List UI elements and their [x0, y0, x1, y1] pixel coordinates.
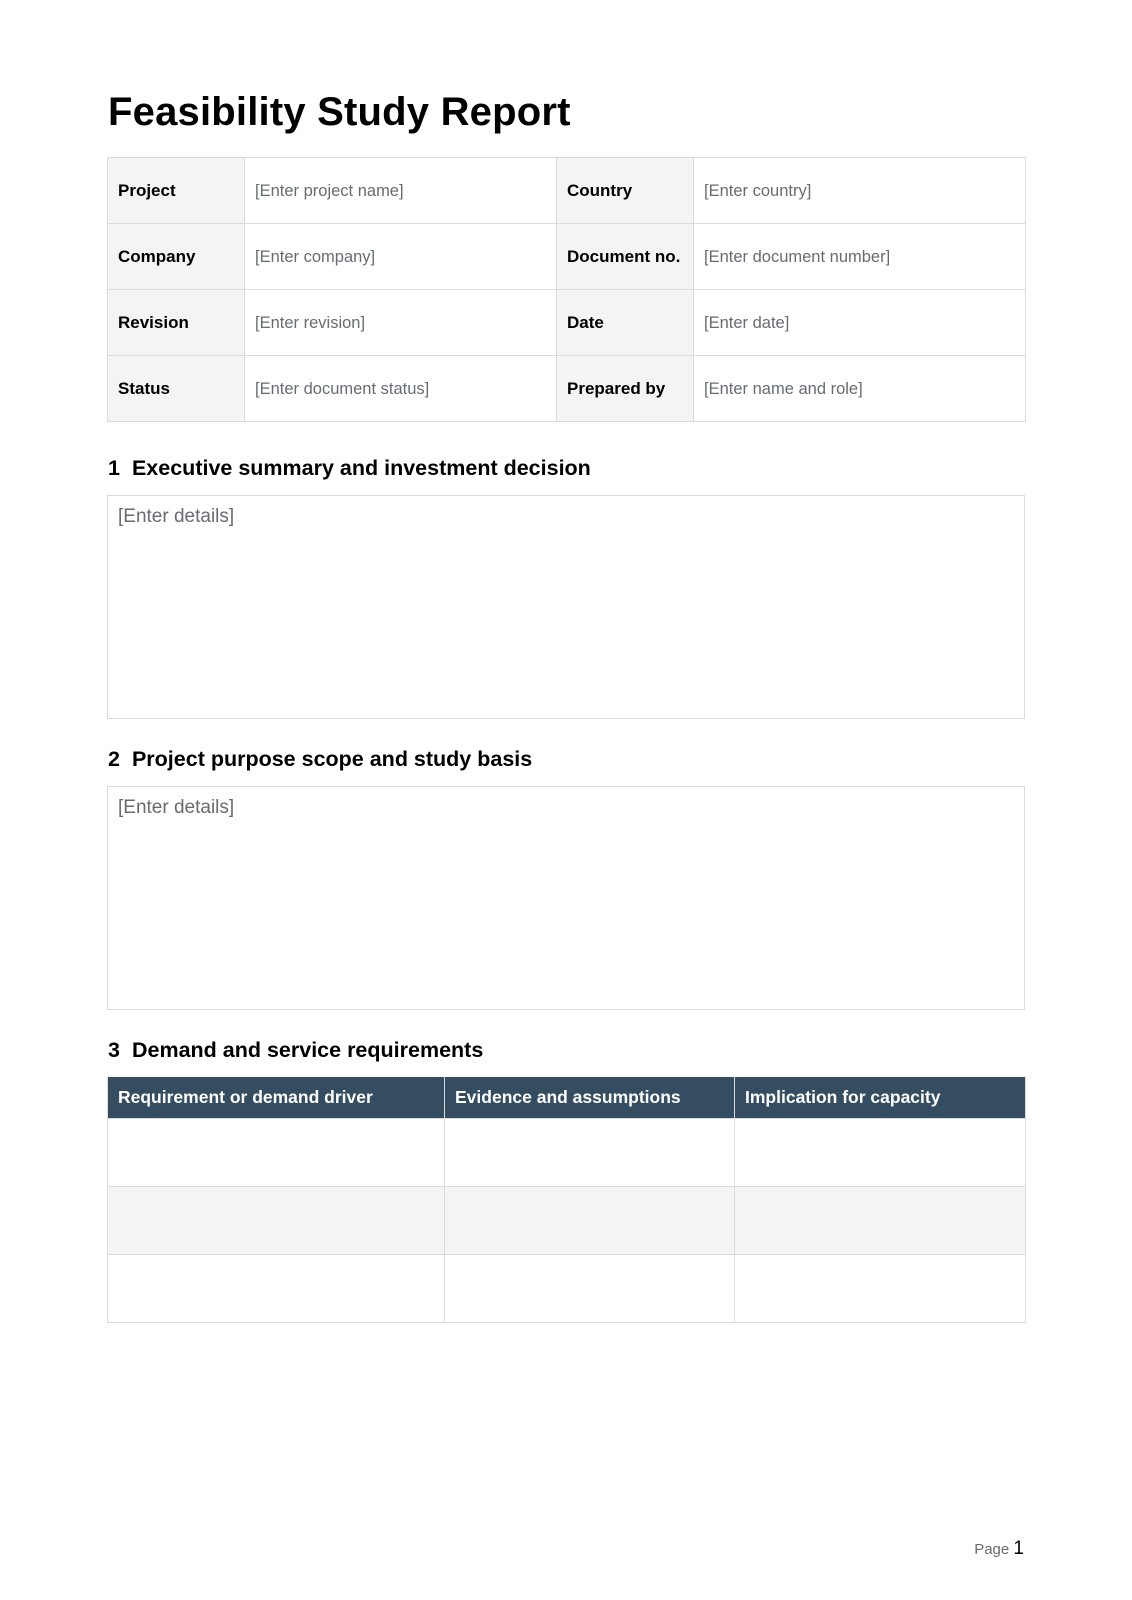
section-1-heading	[108, 454, 591, 482]
date-field[interactable]: [Enter date]	[694, 290, 1026, 356]
info-row-status	[108, 356, 1026, 422]
implication-cell[interactable]	[735, 1186, 1026, 1254]
requirements-header-row	[108, 1077, 1026, 1118]
page-label: Page	[974, 1541, 1010, 1558]
prepared-by-label: Prepared by	[557, 356, 694, 422]
project-name-field[interactable]: [Enter project name]	[245, 158, 557, 224]
section-3-heading	[108, 1036, 483, 1064]
implication-cell[interactable]	[735, 1254, 1026, 1322]
info-row-revision	[108, 290, 1026, 356]
info-row-project	[108, 158, 1026, 224]
page-title: Feasibility Study Report	[108, 90, 571, 134]
status-label: Status	[108, 356, 245, 422]
table-row	[108, 1186, 1026, 1254]
section-3-title: Demand and service requirements	[131, 1038, 484, 1062]
implication-cell[interactable]	[735, 1118, 1026, 1186]
page-footer	[974, 1537, 1024, 1562]
column-header-implication: Implication for capacity	[735, 1077, 1026, 1118]
table-row	[108, 1254, 1026, 1322]
document-info-table	[107, 157, 1026, 422]
section-2-title: Project purpose scope and study basis	[131, 747, 533, 771]
prepared-by-field[interactable]: [Enter name and role]	[694, 356, 1026, 422]
revision-label: Revision	[108, 290, 245, 356]
column-header-evidence: Evidence and assumptions	[445, 1077, 735, 1118]
requirement-cell[interactable]	[108, 1186, 445, 1254]
section-2-details-field[interactable]: [Enter details]	[107, 786, 1025, 1010]
table-row	[108, 1118, 1026, 1186]
section-1-details-field[interactable]: [Enter details]	[107, 495, 1025, 719]
project-label: Project	[108, 158, 245, 224]
evidence-cell[interactable]	[445, 1118, 735, 1186]
page-number: 1	[1013, 1538, 1024, 1559]
column-header-requirement: Requirement or demand driver	[108, 1077, 445, 1118]
revision-field[interactable]: [Enter revision]	[245, 290, 557, 356]
evidence-cell[interactable]	[445, 1254, 735, 1322]
section-2-number: 2	[108, 747, 120, 771]
country-label: Country	[557, 158, 694, 224]
country-field[interactable]: [Enter country]	[694, 158, 1026, 224]
company-label: Company	[108, 224, 245, 290]
document-number-label: Document no.	[557, 224, 694, 290]
evidence-cell[interactable]	[445, 1186, 735, 1254]
document-number-field[interactable]: [Enter document number]	[694, 224, 1026, 290]
date-label: Date	[557, 290, 694, 356]
company-field[interactable]: [Enter company]	[245, 224, 557, 290]
section-1-number: 1	[108, 456, 120, 480]
requirements-table	[107, 1077, 1026, 1323]
section-1-title: Executive summary and investment decision	[131, 456, 591, 480]
section-2-heading	[108, 745, 532, 773]
requirement-cell[interactable]	[108, 1254, 445, 1322]
section-3-number: 3	[108, 1038, 120, 1062]
status-field[interactable]: [Enter document status]	[245, 356, 557, 422]
info-row-company	[108, 224, 1026, 290]
requirement-cell[interactable]	[108, 1118, 445, 1186]
